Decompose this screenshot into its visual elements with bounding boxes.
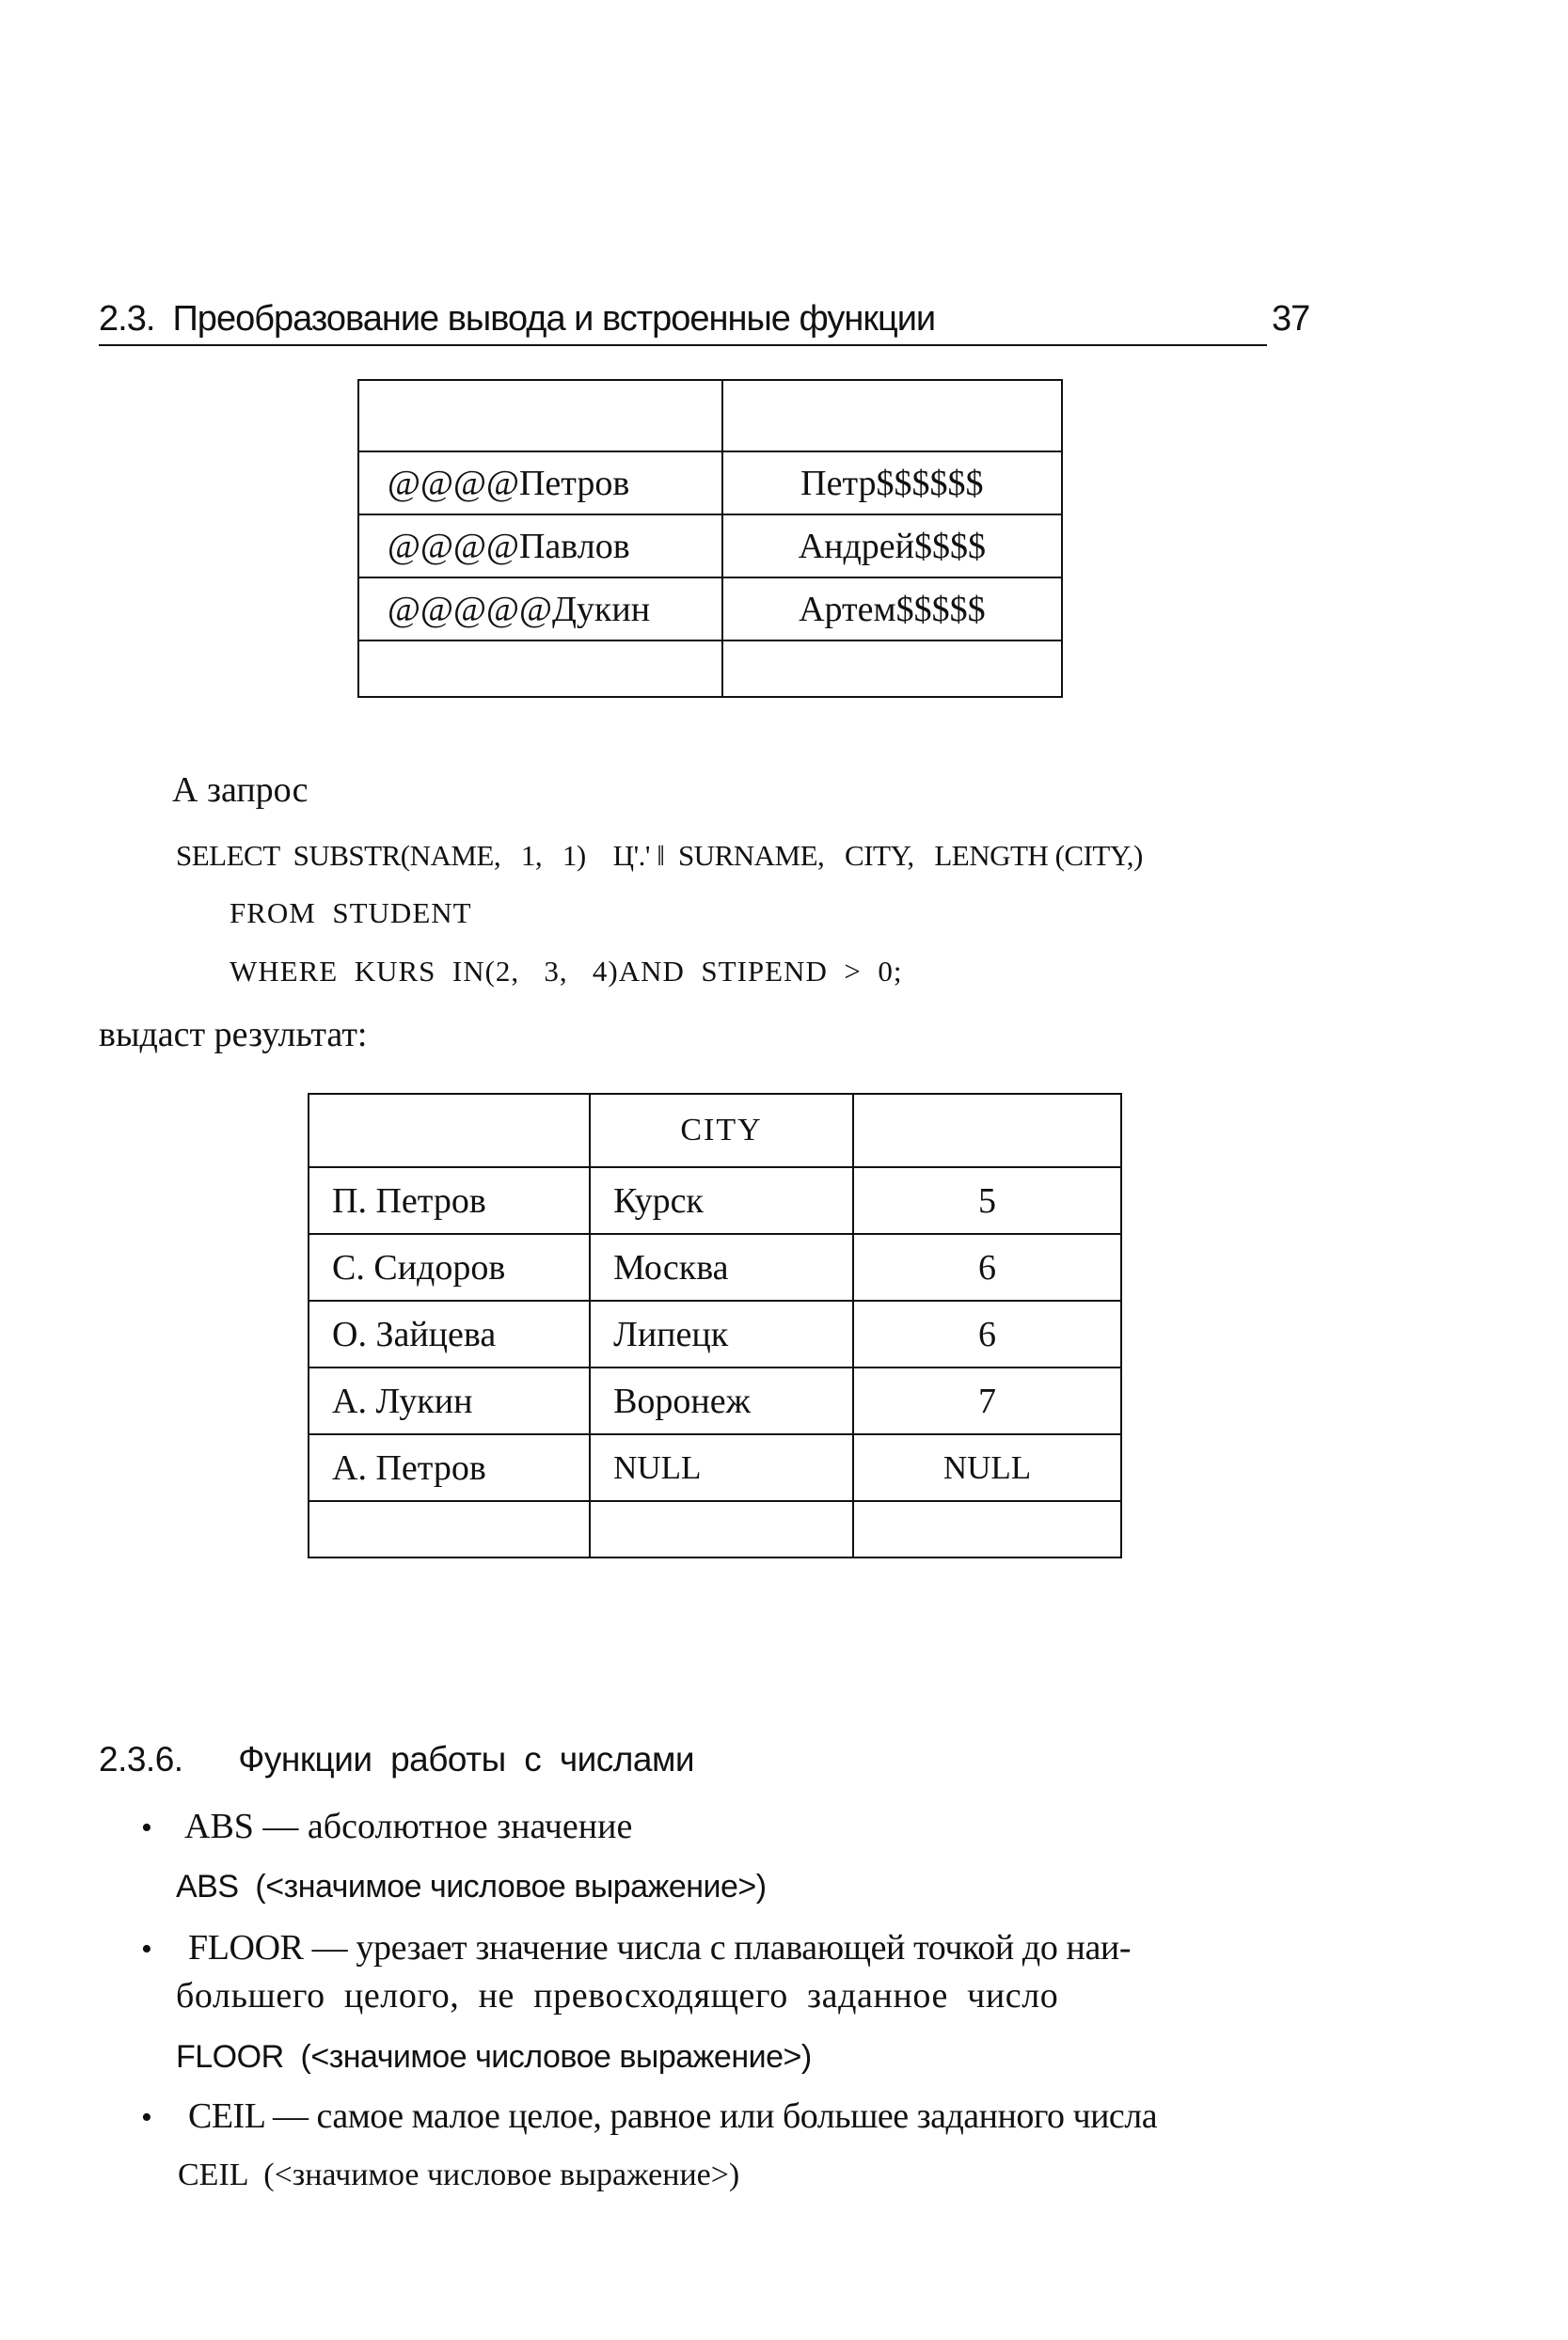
bullet-icon: •: [141, 1810, 152, 1845]
table-header-row: [309, 1094, 1121, 1167]
syntax-floor: FLOOR (<значимое числовое выражение>): [176, 2039, 812, 2075]
header-rule: [99, 344, 1267, 346]
table-cell: 5: [853, 1167, 1121, 1234]
section-heading: 2.3.6. Функции работы с числами: [99, 1740, 695, 1779]
table-cell: @@@@Петров: [358, 451, 722, 514]
table-cell: [722, 640, 1062, 697]
table-cell: А. Петров: [309, 1434, 590, 1501]
table-cell: П. Петров: [309, 1167, 590, 1234]
sql-line-where: WHERE KURS IN(2, 3, 4)AND STIPEND > 0;: [230, 955, 903, 988]
table-cell: О. Зайцева: [309, 1301, 590, 1368]
table-cell: [358, 640, 722, 697]
table-cell: 6: [853, 1234, 1121, 1301]
syntax-ceil: CEIL (<значимое числовое выражение>): [178, 2158, 740, 2192]
list-item-floor-cont: большего целого, не превосходящего заданное число: [176, 1976, 1059, 2016]
list-item-ceil: CEIL — самое малое целое, равное или большее заданного числа: [188, 2096, 1158, 2136]
table-cell: NULL: [590, 1434, 853, 1501]
table-cell: [309, 1094, 590, 1167]
table-cell: Артем$$$$$: [722, 577, 1062, 640]
table-cell: Липецк: [590, 1301, 853, 1368]
table-footer-row: [358, 640, 1062, 697]
table-cell: [590, 1501, 853, 1557]
table-cell: [853, 1501, 1121, 1557]
table-cell: [722, 380, 1062, 451]
running-header: [99, 299, 1312, 348]
sql-line-from: FROM STUDENT: [230, 896, 472, 929]
section-title: 2.3. Преобразование вывода и встроенные функции: [99, 299, 936, 339]
table-cell: @@@@@Дукин: [358, 577, 722, 640]
result-table-1: [357, 379, 1063, 698]
page-number: 37: [1272, 299, 1310, 339]
table-cell: 6: [853, 1301, 1121, 1368]
table-cell: NULL: [853, 1434, 1121, 1501]
table-row: [358, 577, 1062, 640]
list-item-floor: FLOOR — урезает значение числа с плавающей точкой до наи-: [188, 1928, 1132, 1968]
table-cell: Петр$$$$$$: [722, 451, 1062, 514]
table-row: [309, 1434, 1121, 1501]
result-intro: выдаст результат:: [99, 1015, 368, 1054]
table-cell: Курск: [590, 1167, 853, 1234]
table-cell: [853, 1094, 1121, 1167]
table-row: [309, 1368, 1121, 1434]
table-cell: [358, 380, 722, 451]
result-table-2: [308, 1093, 1122, 1558]
bullet-icon: •: [141, 2100, 152, 2135]
table-cell: 7: [853, 1368, 1121, 1434]
table-row: [358, 451, 1062, 514]
sql-line-select: SELECT SUBSTR(NAME, 1, 1) Ц'.' ‖ SURNAME, CITY, LENGTH (CITY,): [176, 839, 1143, 872]
table-row: [309, 1167, 1121, 1234]
table-row: [309, 1301, 1121, 1368]
table-header-row: [358, 380, 1062, 451]
table-row: [358, 514, 1062, 577]
table-cell: С. Сидоров: [309, 1234, 590, 1301]
list-item-abs: ABS — абсолютное значение: [184, 1807, 633, 1846]
query-intro: А запрос: [172, 770, 309, 810]
table-cell: [309, 1501, 590, 1557]
table-cell: Воронеж: [590, 1368, 853, 1434]
table-row: [309, 1234, 1121, 1301]
syntax-abs: ABS (<значимое числовое выражение>): [176, 1869, 767, 1905]
table-cell: Москва: [590, 1234, 853, 1301]
table-cell: Андрей$$$$: [722, 514, 1062, 577]
table-cell: А. Лукин: [309, 1368, 590, 1434]
table-footer-row: [309, 1501, 1121, 1557]
table-cell: @@@@Павлов: [358, 514, 722, 577]
bullet-icon: •: [141, 1932, 152, 1967]
column-header-city: CITY: [590, 1094, 853, 1167]
